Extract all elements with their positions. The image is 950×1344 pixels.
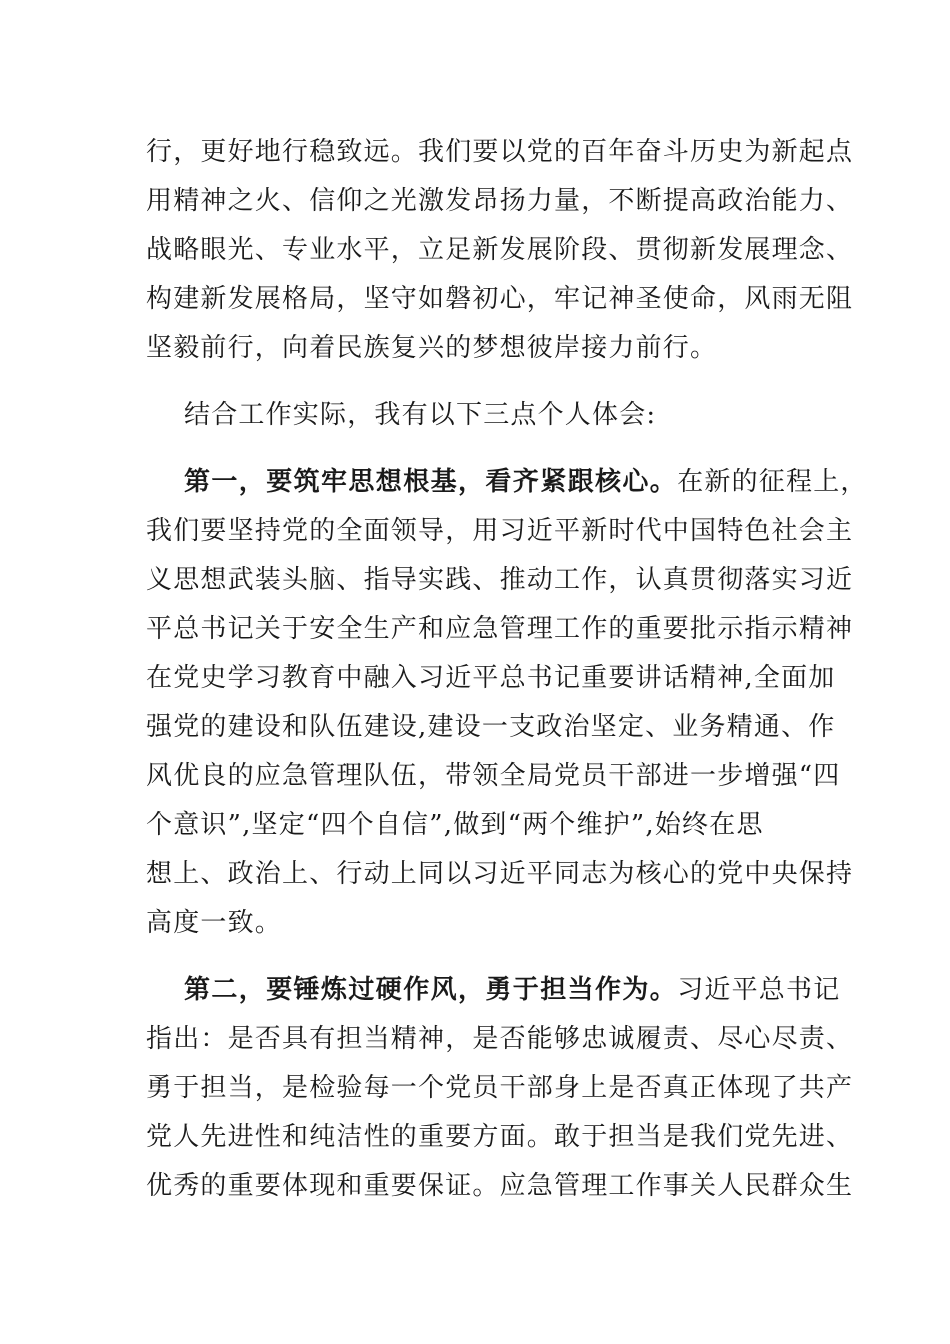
text-line: 在党史学习教育中融入习近平总书记重要讲话精神,全面加 (146, 663, 836, 693)
text-line: 指出：是否具有担当精神，是否能够忠诚履责、尽心尽责、 (146, 1024, 854, 1054)
paragraph-4 (146, 966, 854, 1211)
text-line (146, 966, 841, 1015)
paragraph-3 (146, 458, 868, 948)
text-line: 我们要坚持党的全面领导，用习近平新时代中国特色社会主 (146, 516, 854, 546)
text-line: 结合工作实际，我有以下三点个人体会: (184, 400, 657, 430)
text-line: 构建新发展格局，坚守如磐初心，牢记神圣使命，风雨无阻 (146, 284, 854, 314)
text-line: 用精神之火、信仰之光激发昂扬力量，不断提高政治能力、 (146, 186, 854, 216)
text-line: 高度一致。 (146, 908, 283, 938)
text-line: 勇于担当，是检验每一个党员干部身上是否真正体现了共产 (146, 1073, 854, 1103)
text-line: 行，更好地行稳致远。我们要以党的百年奋斗历史为新起点 (146, 137, 854, 167)
text-run: 在新的征程上， (677, 467, 868, 497)
document-page (146, 128, 868, 1211)
text-line: 个意识”,坚定“四个自信”,做到“两个维护”,始终在思 (146, 810, 764, 840)
section-heading: 第一，要筑牢思想根基，看齐紧跟核心。 (184, 467, 678, 497)
paragraph-1 (146, 128, 854, 373)
text-line: 风优良的应急管理队伍，带领全局党员干部进一步增强“四 (146, 761, 841, 791)
text-line: 平总书记关于安全生产和应急管理工作的重要批示指示精神 (146, 614, 854, 644)
text-line: 想上、政治上、行动上同以习近平同志为核心的党中央保持 (146, 859, 854, 889)
text-line: 战略眼光、专业水平，立足新发展阶段、贯彻新发展理念、 (146, 235, 854, 265)
text-line: 党人先进性和纯洁性的重要方面。敢于担当是我们党先进、 (146, 1122, 854, 1152)
text-run: 习近平总书记 (677, 975, 841, 1005)
text-line: 强党的建设和队伍建设,建设一支政治坚定、业务精通、作 (146, 712, 836, 742)
section-heading: 第二，要锤炼过硬作风，勇于担当作为。 (184, 975, 678, 1005)
text-line (146, 458, 868, 507)
text-line: 坚毅前行，向着民族复兴的梦想彼岸接力前行。 (146, 333, 718, 363)
text-line: 优秀的重要体现和重要保证。应急管理工作事关人民群众生 (146, 1171, 854, 1201)
text-line: 义思想武装头脑、指导实践、推动工作，认真贯彻落实习近 (146, 565, 854, 595)
paragraph-2 (146, 391, 826, 440)
